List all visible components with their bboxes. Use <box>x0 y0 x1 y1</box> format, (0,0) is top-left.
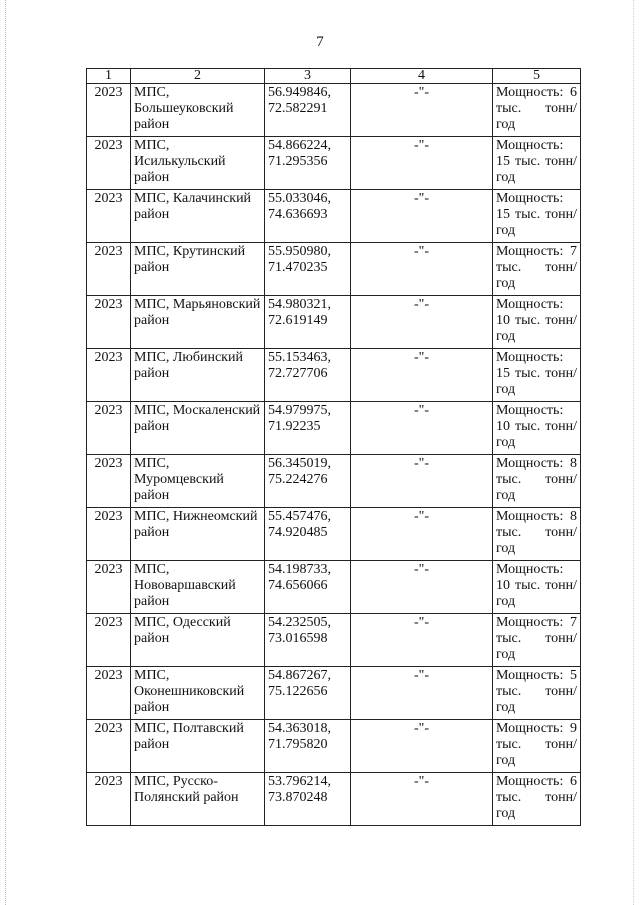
year-cell: 2023 <box>87 720 131 773</box>
column-header-4: 4 <box>351 69 493 84</box>
facility-name-cell: МПС, Москаленский район <box>131 402 265 455</box>
ditto-mark-cell: -"- <box>351 137 493 190</box>
year-cell: 2023 <box>87 84 131 137</box>
ditto-mark-cell: -"- <box>351 773 493 826</box>
column-header-1: 1 <box>87 69 131 84</box>
column-header-3: 3 <box>265 69 351 84</box>
coordinates-cell: 55.033046, 74.636693 <box>265 190 351 243</box>
ditto-mark-cell: -"- <box>351 667 493 720</box>
coordinates-cell: 55.457476, 74.920485 <box>265 508 351 561</box>
coordinates-cell: 54.232505, 73.016598 <box>265 614 351 667</box>
page-left-edge-line <box>5 0 6 905</box>
column-header-2: 2 <box>131 69 265 84</box>
table-row <box>87 402 581 455</box>
capacity-cell: Мощность: 15 тыс. тонн/ год <box>493 137 581 190</box>
capacity-cell: Мощность: 10 тыс. тонн/ год <box>493 561 581 614</box>
ditto-mark-cell: -"- <box>351 561 493 614</box>
year-cell: 2023 <box>87 296 131 349</box>
table-header-row <box>87 69 581 84</box>
ditto-mark-cell: -"- <box>351 190 493 243</box>
coordinates-cell: 54.867267, 75.122656 <box>265 667 351 720</box>
year-cell: 2023 <box>87 349 131 402</box>
coordinates-cell: 54.980321, 72.619149 <box>265 296 351 349</box>
facility-name-cell: МПС, Калачинский район <box>131 190 265 243</box>
year-cell: 2023 <box>87 455 131 508</box>
ditto-mark-cell: -"- <box>351 455 493 508</box>
facility-name-cell: МПС, Большеуковский район <box>131 84 265 137</box>
capacity-cell: Мощность: 8 тыс. тонн/ год <box>493 455 581 508</box>
capacity-cell: Мощность: 6 тыс. тонн/ год <box>493 773 581 826</box>
table-row <box>87 667 581 720</box>
table-row <box>87 243 581 296</box>
table-row <box>87 614 581 667</box>
ditto-mark-cell: -"- <box>351 614 493 667</box>
ditto-mark-cell: -"- <box>351 508 493 561</box>
table-row <box>87 84 581 137</box>
facility-name-cell: МПС, Нововаршавский район <box>131 561 265 614</box>
year-cell: 2023 <box>87 773 131 826</box>
coordinates-cell: 54.979975, 71.92235 <box>265 402 351 455</box>
facility-name-cell: МПС, Одесский район <box>131 614 265 667</box>
table-row <box>87 296 581 349</box>
year-cell: 2023 <box>87 402 131 455</box>
year-cell: 2023 <box>87 561 131 614</box>
coordinates-cell: 55.950980, 71.470235 <box>265 243 351 296</box>
coordinates-cell: 55.153463, 72.727706 <box>265 349 351 402</box>
page-right-edge-line <box>633 0 634 905</box>
ditto-mark-cell: -"- <box>351 243 493 296</box>
year-cell: 2023 <box>87 508 131 561</box>
table-row <box>87 773 581 826</box>
capacity-cell: Мощность: 15 тыс. тонн/ год <box>493 190 581 243</box>
coordinates-cell: 54.198733, 74.656066 <box>265 561 351 614</box>
capacity-cell: Мощность: 7 тыс. тонн/ год <box>493 614 581 667</box>
table-row <box>87 455 581 508</box>
facility-name-cell: МПС, Любинский район <box>131 349 265 402</box>
ditto-mark-cell: -"- <box>351 720 493 773</box>
year-cell: 2023 <box>87 190 131 243</box>
coordinates-cell: 56.949846, 72.582291 <box>265 84 351 137</box>
facility-name-cell: МПС, Оконешниковский район <box>131 667 265 720</box>
table-body <box>87 84 581 826</box>
page-number: 7 <box>316 34 324 50</box>
facility-name-cell: МПС, Крутинский район <box>131 243 265 296</box>
ditto-mark-cell: -"- <box>351 349 493 402</box>
facility-name-cell: МПС, Полтавский район <box>131 720 265 773</box>
capacity-cell: Мощность: 10 тыс. тонн/ год <box>493 402 581 455</box>
coordinates-cell: 56.345019, 75.224276 <box>265 455 351 508</box>
capacity-cell: Мощность: 8 тыс. тонн/ год <box>493 508 581 561</box>
ditto-mark-cell: -"- <box>351 84 493 137</box>
capacity-cell: Мощность: 5 тыс. тонн/ год <box>493 667 581 720</box>
table-row <box>87 137 581 190</box>
capacity-cell: Мощность: 10 тыс. тонн/ год <box>493 296 581 349</box>
coordinates-cell: 54.363018, 71.795820 <box>265 720 351 773</box>
ditto-mark-cell: -"- <box>351 296 493 349</box>
year-cell: 2023 <box>87 243 131 296</box>
coordinates-cell: 53.796214, 73.870248 <box>265 773 351 826</box>
capacity-cell: Мощность: 15 тыс. тонн/ год <box>493 349 581 402</box>
table-row <box>87 508 581 561</box>
year-cell: 2023 <box>87 614 131 667</box>
capacity-cell: Мощность: 7 тыс. тонн/ год <box>493 243 581 296</box>
table-row <box>87 190 581 243</box>
facilities-table <box>86 68 581 826</box>
column-header-5: 5 <box>493 69 581 84</box>
table-row <box>87 349 581 402</box>
facility-name-cell: МПС, Исилькульский район <box>131 137 265 190</box>
table-row <box>87 561 581 614</box>
facility-name-cell: МПС, Русско-Полянский район <box>131 773 265 826</box>
coordinates-cell: 54.866224, 71.295356 <box>265 137 351 190</box>
capacity-cell: Мощность: 9 тыс. тонн/ год <box>493 720 581 773</box>
facility-name-cell: МПС, Марьяновский район <box>131 296 265 349</box>
year-cell: 2023 <box>87 667 131 720</box>
ditto-mark-cell: -"- <box>351 402 493 455</box>
facility-name-cell: МПС, Муромцевский район <box>131 455 265 508</box>
facility-name-cell: МПС, Нижнеомский район <box>131 508 265 561</box>
table-row <box>87 720 581 773</box>
capacity-cell: Мощность: 6 тыс. тонн/ год <box>493 84 581 137</box>
year-cell: 2023 <box>87 137 131 190</box>
